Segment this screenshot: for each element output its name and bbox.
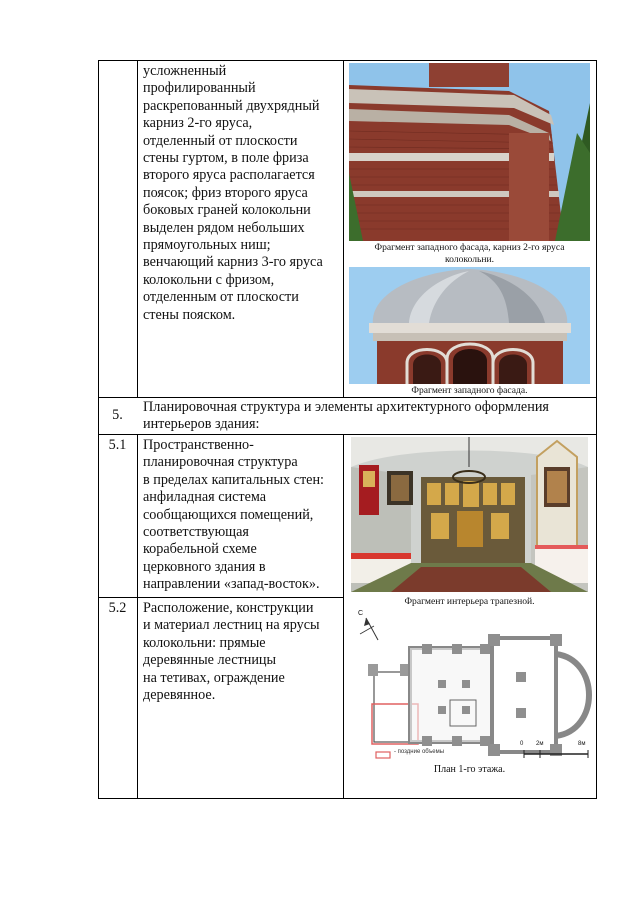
- grid-line-right: [596, 60, 597, 799]
- interior-photo: [351, 437, 588, 592]
- row-5-1-description: Пространственно- планировочная структура в пределах капитальных стен: анфиладная система сообщающихся помещений, соответствующая корабельной схеме церковного здания в направлении «запад-восток».: [143, 437, 324, 593]
- plan-caption: План 1-го этажа.: [433, 764, 506, 775]
- section-5-number: 5.: [112, 407, 123, 423]
- grid-line-row5-bottom: [98, 434, 597, 435]
- scale-label-2: 2м: [536, 741, 544, 747]
- row-5-1-number: 5.1: [108, 437, 127, 453]
- section-5-title: Планировочная структура и элементы архитектурного оформления интерьеров здания:: [143, 399, 549, 432]
- north-arrow-icon: [360, 618, 378, 640]
- north-label: С: [358, 610, 364, 617]
- scale-label-8: 8м: [578, 741, 586, 747]
- grid-line-img-col: [343, 60, 344, 398]
- legend-label: - поздние объемы: [394, 749, 445, 755]
- row-5-2-number: 5.2: [108, 600, 127, 616]
- grid-line-num-col-2: [137, 434, 138, 799]
- interior-caption: Фрагмент интерьера трапезной.: [404, 596, 535, 607]
- grid-line-row51-bottom: [98, 597, 344, 598]
- grid-line-top: [98, 60, 597, 61]
- grid-line-bottom: [98, 798, 597, 799]
- row-5-2-description: Расположение, конструкции и материал лестниц на ярусы колокольни: прямые деревянные лестницы на тетивах, ограждение деревянное.: [143, 600, 320, 704]
- cornice-photo: [349, 63, 590, 241]
- grid-line-num-col: [137, 60, 138, 398]
- cornice-caption: Фрагмент западного фасада, карниз 2-го яруса колокольни.: [374, 242, 565, 265]
- floor-plan: [352, 608, 592, 760]
- grid-line-img-col-2: [343, 434, 344, 799]
- scale-label-0: 0: [520, 741, 524, 747]
- grid-line-row5-top: [98, 397, 597, 398]
- grid-line-left: [98, 60, 99, 799]
- dome-photo: [349, 267, 590, 384]
- facade-description: усложненный профилированный раскрепованный двухрядный карниз 2-го яруса, отделенный от плоскости стены гуртом, в поле фриза второго яруса располагается поясок; фриз второго яруса боковых граней колокольни выделен рядом небольших прямоугольных ниш; венчающий карниз 3-го яруса колокольни с фризом, отделенным от плоскости стены пояском.: [143, 63, 323, 323]
- dome-caption: Фрагмент западного фасада.: [411, 385, 528, 396]
